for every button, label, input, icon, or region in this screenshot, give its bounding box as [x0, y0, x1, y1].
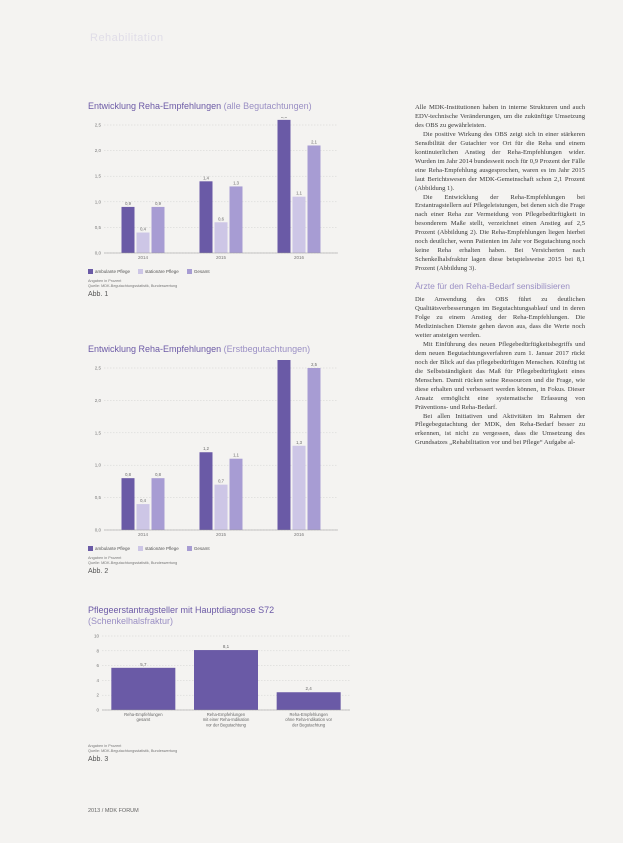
data-label: 8,1: [222, 644, 230, 650]
legend-label: Gesamt: [193, 546, 210, 551]
figure-2-title: [88, 344, 388, 354]
data-label: 0,4: [140, 226, 146, 232]
figure-2: [88, 344, 388, 575]
data-label: 0,4: [140, 498, 146, 504]
y-tick-label: 0,0: [94, 527, 101, 533]
bar: [278, 360, 291, 530]
figure-1-title: [88, 101, 388, 111]
figure-3-source: [88, 744, 388, 754]
body-paragraph: Bei allen Initiativen und Aktivitäten im Rahmen der Pflegebegutachtung der MDK, den Reha-Bedarf besser zu erkennen, ist nicht zu vergessen, dass die Umsetzung des Grundsatzes „Rehabilitation vor und bei Pflege“ Aufgabe al-: [415, 412, 585, 447]
bar: [230, 459, 243, 530]
y-tick-label: 1,5: [94, 173, 101, 179]
legend-label: Gesamt: [193, 269, 210, 274]
bar: [152, 478, 165, 530]
figure-3-title-sub: (Schenkelhalsfraktur): [88, 616, 174, 626]
x-tick-label: 2016: [293, 532, 305, 537]
legend-item: [187, 546, 210, 551]
x-tick-label: Reha-Empfehlungen: [289, 712, 328, 717]
bar: [308, 145, 321, 253]
figure-1-legend: [88, 269, 388, 274]
legend-item: [138, 546, 179, 551]
bar: [200, 452, 213, 530]
x-tick-label: vor der Begutachtung: [205, 722, 247, 728]
bar: [308, 368, 321, 530]
figure-2-title-main: Entwicklung Reha-Empfehlungen: [88, 344, 222, 354]
y-tick-label: 1,5: [94, 430, 101, 436]
bar: [277, 692, 341, 710]
figure-2-title-sub: (Erstbegutachtungen): [223, 344, 311, 354]
y-tick-label: 1,0: [94, 199, 101, 205]
y-tick-label: 2,0: [94, 397, 101, 403]
bar: [293, 446, 306, 530]
legend-label: ambulante Pflege: [95, 546, 131, 551]
y-tick-label: 1,0: [94, 462, 101, 468]
bar: [111, 668, 175, 710]
y-tick-label: 0,5: [94, 495, 101, 501]
x-tick-label: 2015: [215, 532, 227, 537]
data-label: 5,7: [140, 661, 147, 667]
section-heading: Ärzte für den Reha-Bedarf sensibilisieren: [415, 281, 570, 292]
y-tick-label: 2,0: [94, 148, 101, 154]
body-text-column: [415, 104, 585, 448]
y-tick-label: 2,5: [94, 365, 101, 371]
figure-3: [88, 605, 388, 763]
source-line: Angaben in Prozent: [88, 556, 122, 561]
data-label: 2,5: [311, 362, 317, 367]
x-tick-label: Reha-Empfehlungen: [206, 712, 246, 717]
data-label: 1,1: [233, 452, 239, 458]
body-paragraph: Die Entwicklung der Reha-Empfehlungen bei Erstantragstellern auf Pflegeleistungen, bei denen sich die Frage nach einer Reha zur Vermeidung von Pflegebedürftigkeit in besonderem Maße stellt, verzeichnet einen Anstieg auf 2,5 Prozent (Abbildung 2). Die Reha-Empfehlungen liegen hierbei noch deutlicher, wenn Patienten im Jahr vor Begutachtung noch keine Reha erhalten haben. Bei Versicherten nach Schenkelhalsfraktur lagen diese beispielsweise 2015 bei 8,1 Prozent (Abbildung 3).: [415, 193, 585, 273]
x-tick-label: ohne Reha-Indikation vor: [285, 717, 333, 723]
data-label: 0,9: [125, 200, 131, 206]
bar: [278, 120, 291, 253]
data-label: 2,1: [311, 139, 317, 145]
running-head: Rehabilitation: [90, 32, 164, 44]
bar: [122, 478, 135, 530]
data-label: [281, 117, 287, 119]
legend-label: stationäre Pflege: [145, 269, 179, 274]
bar: [200, 181, 213, 253]
body-paragraph: Die positive Wirkung des OBS zeigt sich in einer stärkeren Sensibilität der Gutachter vor Ort für die Reha und einem kontinuierlichen Anstieg der Reha-Empfehlungen wider. Wurden im Jahr 2014 bundesweit noch für 0,9 Prozent der Fälle eine Reha-Empfehlung ausgesprochen, waren es im Jahr 2015 laut Berichtswesen der MDK-Gemeinschaft schon 2,1 Prozent (Abbildung 1).: [415, 130, 585, 192]
chart-1: [88, 117, 348, 267]
figure-2-source: [88, 556, 388, 566]
source-line: Quelle: MDK-Begutachtungsstatistik, Bundeswertung: [88, 284, 178, 289]
source-line: Quelle: MDK-Begutachtungsstatistik, Bundeswertung: [88, 561, 178, 566]
figure-3-title: [88, 605, 388, 627]
source-line: Quelle: MDK-Begutachtungsstatistik, Bundeswertung: [88, 749, 178, 753]
y-tick-label: 2,5: [94, 122, 101, 128]
bar: [215, 485, 228, 530]
figure-1-title-main: Entwicklung Reha-Empfehlungen: [88, 101, 222, 111]
page-footer: 2013 / MDK FORUM: [88, 808, 139, 814]
legend-label: stationäre Pflege: [145, 546, 179, 551]
x-tick-label: 2014: [137, 532, 149, 537]
x-tick-label: 2015: [215, 255, 227, 260]
bar: [293, 197, 306, 253]
data-label: 1,2: [203, 446, 209, 452]
figure-2-label: Abb. 2: [88, 568, 109, 576]
data-label: 0,8: [155, 472, 161, 478]
figure-1: [88, 101, 388, 298]
legend-item: [88, 269, 130, 274]
data-label: 0,9: [155, 200, 161, 206]
legend-item: [187, 269, 210, 274]
figure-1-label: Abb. 1: [88, 291, 109, 299]
y-tick-label: 2: [96, 692, 99, 698]
legend-label: ambulante Pflege: [95, 269, 131, 274]
x-tick-label: Reha-Empfehlungen: [124, 712, 163, 717]
y-tick-label: 8: [96, 648, 99, 654]
bar: [230, 186, 243, 253]
bar: [137, 504, 150, 530]
data-label: 1,4: [203, 175, 209, 181]
figure-3-title-main: Pflegeerstantragsteller mit Hauptdiagnose S72: [88, 605, 275, 615]
figure-1-title-sub: (alle Begutachtungen): [223, 101, 312, 111]
chart-2: [88, 360, 348, 544]
body-paragraph: Alle MDK-Institutionen haben in interne Strukturen und auch EDV-technische Veränderungen, um die zukünftige Umsetzung des OBS zu gewährleisten.: [415, 104, 585, 129]
x-tick-label: 2016: [293, 255, 305, 260]
legend-item: [138, 269, 179, 274]
data-label: 1,3: [296, 439, 302, 445]
chart-3: [88, 630, 358, 742]
figure-3-label: Abb. 3: [88, 756, 109, 763]
x-tick-label: mit einer Reha-Indikation: [202, 717, 250, 723]
x-tick-label: 2014: [137, 255, 149, 260]
bar: [215, 222, 228, 253]
data-label: 1,1: [296, 190, 302, 196]
x-tick-label: der Begutachtung: [292, 722, 326, 728]
figure-1-source: [88, 279, 388, 289]
y-tick-label: 6: [96, 663, 99, 669]
body-paragraph: Mit Einführung des neuen Pflegebedürftigkeitsbegriffs und dem neuen Begutachtungsverfahren zum 1. Januar 2017 rückt noch der Blick auf das pflegebedürftigen Menschen. Künftig ist die Selbstständigkeit das Maß für Pflegebedürftigkeit eines Menschen. Damit rücken seine Ressourcen und die Frage, wie diese erhalten und verbessert werden können, in Fokus. Dieser Ansatz ermöglicht eine systematische Erfassung von Präventions- und Reha-Bedarf.: [415, 340, 585, 411]
y-tick-label: 4: [96, 677, 99, 683]
figure-2-legend: [88, 546, 388, 551]
data-label: 0,8: [125, 472, 131, 478]
y-tick-label: 0,0: [94, 250, 101, 256]
bar: [137, 233, 150, 253]
data-label: 1,3: [233, 180, 239, 186]
data-label: 0,6: [218, 216, 224, 222]
bar: [152, 207, 165, 253]
y-tick-label: 0: [96, 707, 99, 713]
y-tick-label: 0,5: [94, 224, 101, 230]
y-tick-label: 10: [93, 633, 99, 639]
bar: [122, 207, 135, 253]
bar: [194, 650, 258, 710]
legend-item: [88, 546, 130, 551]
data-label: 0,7: [218, 478, 224, 484]
source-line: Angaben in Prozent: [88, 279, 122, 284]
data-label: 2,4: [305, 686, 312, 692]
x-tick-label: gesamt: [136, 717, 151, 723]
source-line: Angaben in Prozent: [88, 744, 122, 748]
body-paragraph: Die Anwendung des OBS führt zu deutlichen Qualitätsverbesserungen im Begutachtungsablauf und in deren Folge zu einem Anstieg der Reha-Empfehlungen. Die Medizinischen Dienste gehen davon aus, dass die Werte noch weiter ansteigen werden.: [415, 296, 585, 339]
